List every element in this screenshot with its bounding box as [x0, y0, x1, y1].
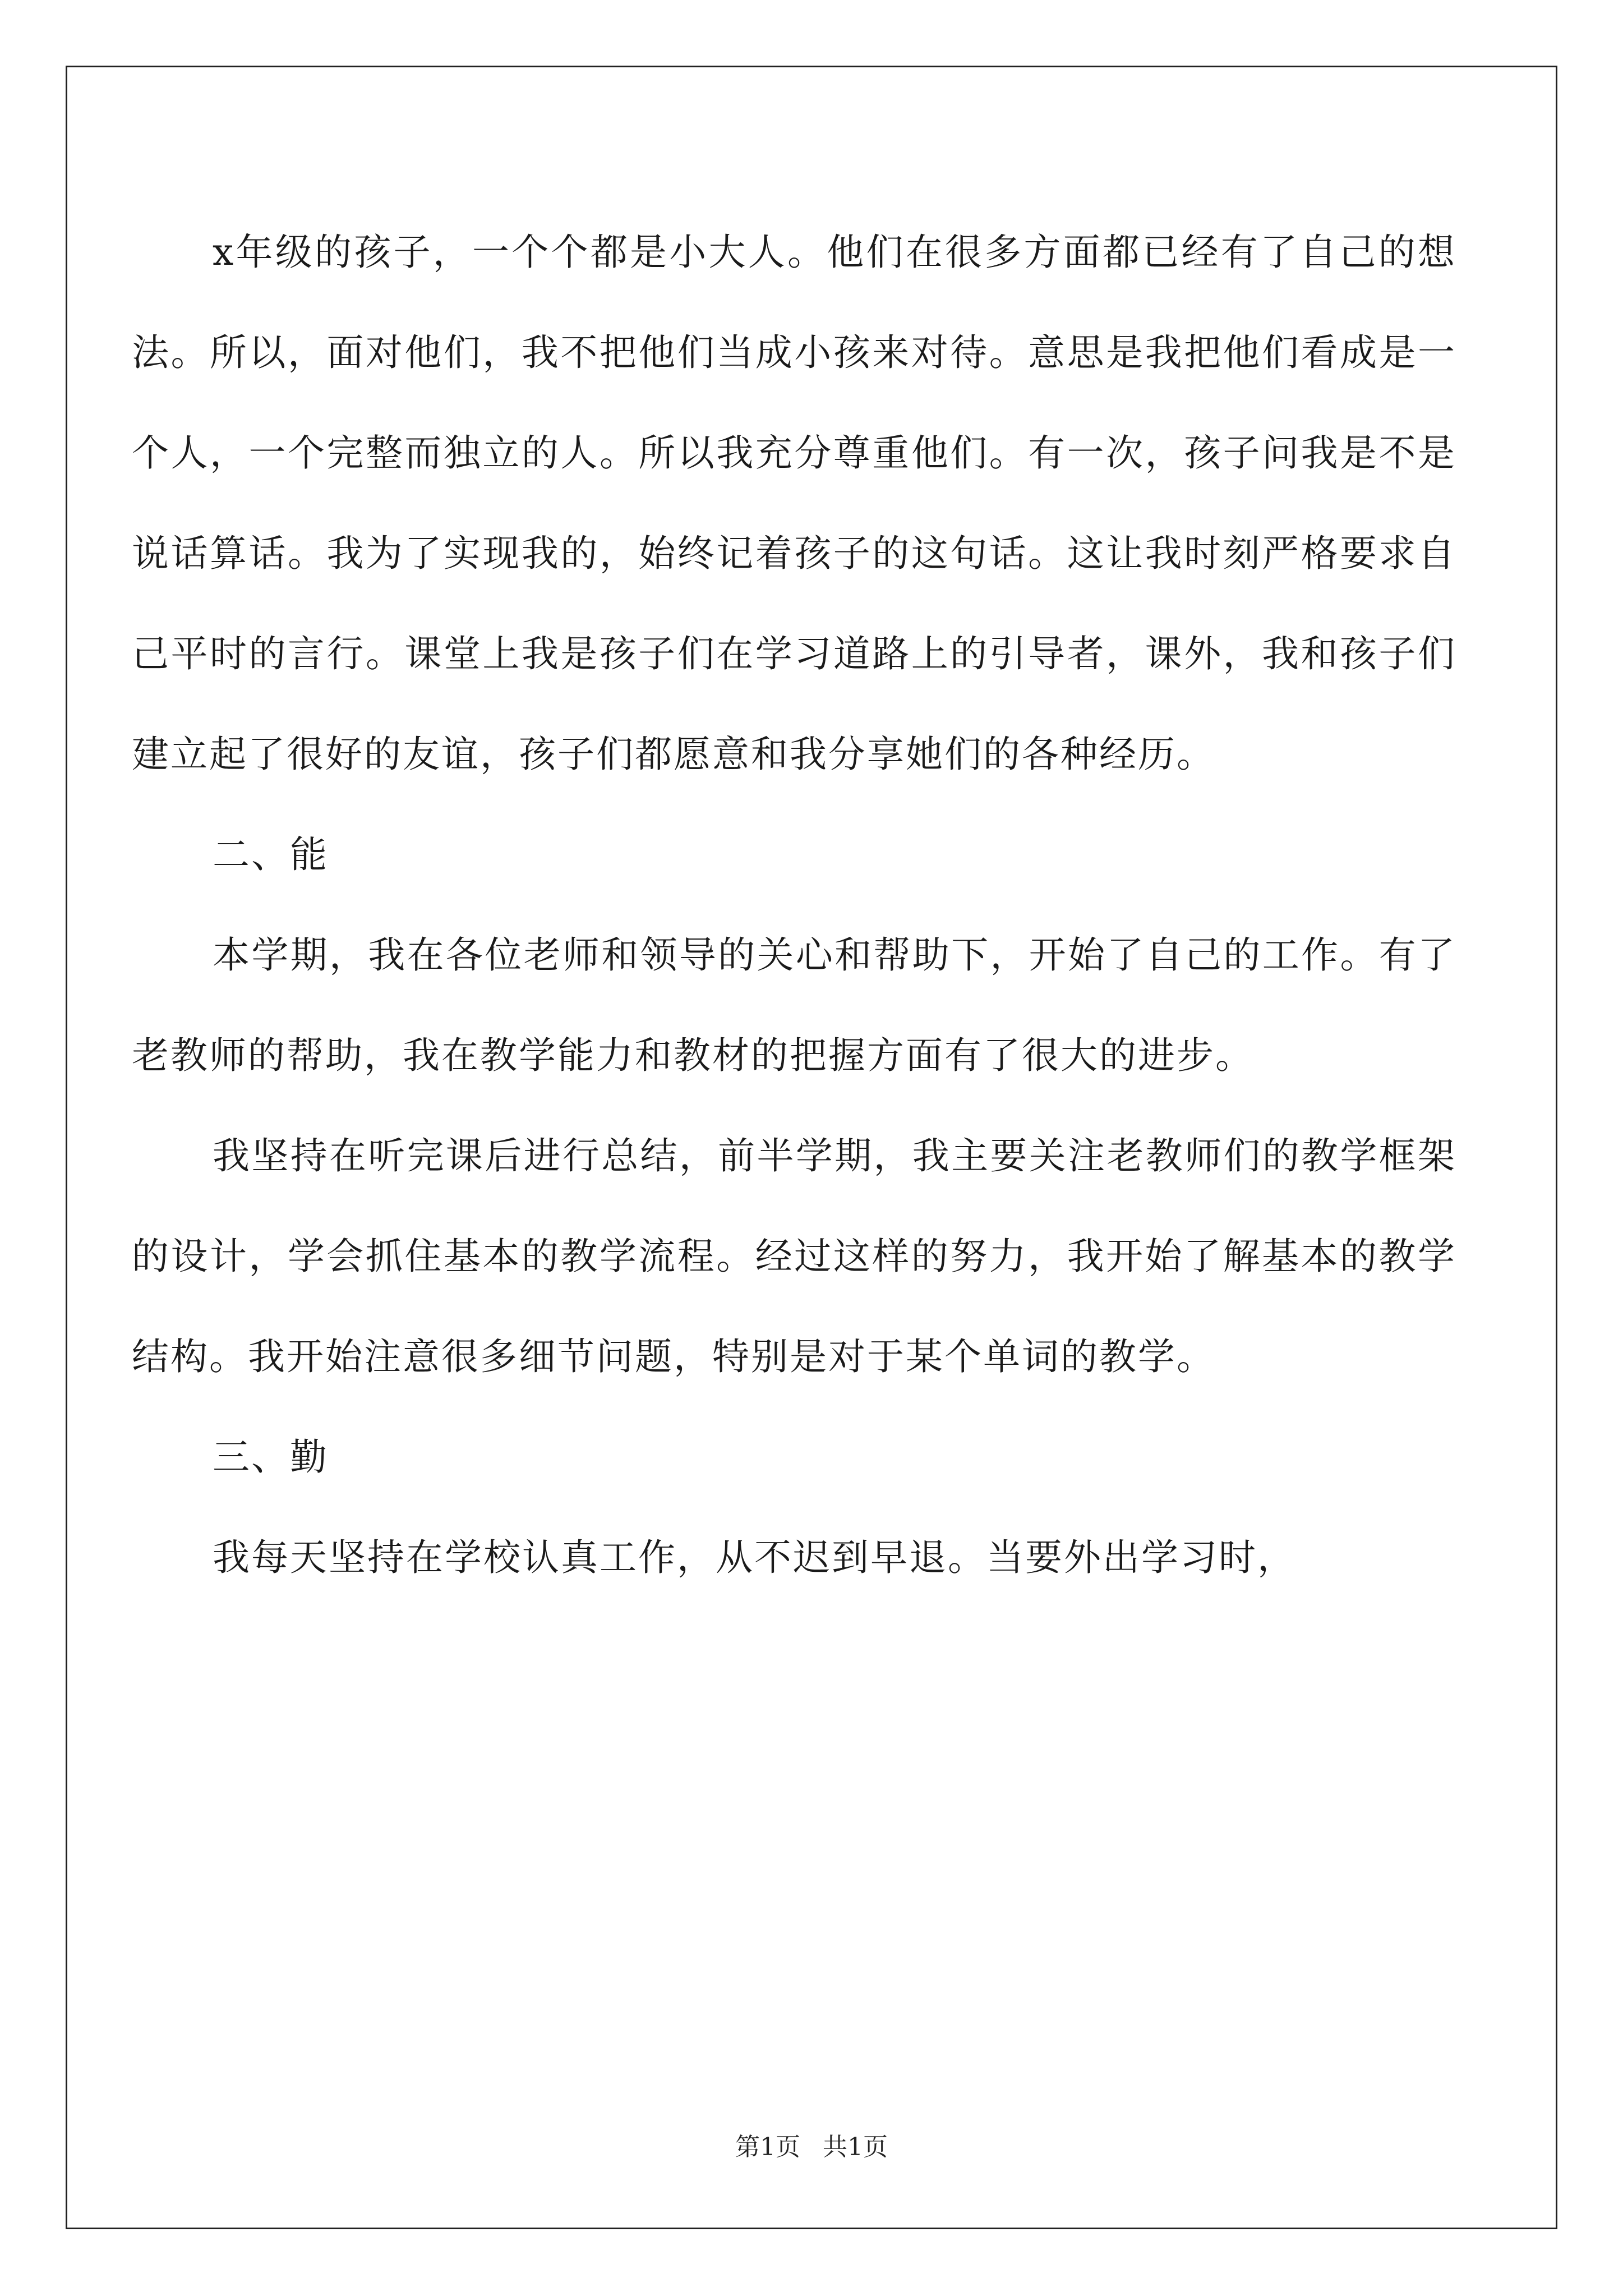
- page-footer: [0, 2131, 1623, 2164]
- section-heading: 三、勤: [213, 1435, 329, 1479]
- page-number: 第1页: [735, 2133, 800, 2161]
- page-total: 共1页: [823, 2133, 888, 2161]
- paragraph: 我坚持在听完课后进行总结，前半学期，我主要关注老教师们的教学框架的设计，学会抓住基本的教学流程。经过这样的努力，我开始了解基本的教学结构。我开始注意很多细节问题，特别是对于某个单词的教学。: [132, 1134, 1456, 1378]
- document-body: [132, 202, 1456, 1608]
- paragraph: 本学期，我在各位老师和领导的关心和帮助下，开始了自己的工作。有了老教师的帮助，我在教学能力和教材的把握方面有了很大的进步。: [132, 933, 1456, 1077]
- paragraph: 我每天坚持在学校认真工作，从不迟到早退。当要外出学习时，: [213, 1536, 1296, 1579]
- paragraph: x年级的孩子，一个个都是小大人。他们在很多方面都已经有了自己的想法。所以，面对他们，我不把他们当成小孩来对待。意思是我把他们看成是一个人，一个完整而独立的人。所以我充分尊重他们。有一次，孩子问我是不是说话算话。我为了实现我的，始终记着孩子的这句话。这让我时刻严格要求自己平时的言行。课堂上我是孩子们在学习道路上的引导者，课外，我和孩子们建立起了很好的友谊，孩子们都愿意和我分享她们的各种经历。: [132, 231, 1456, 776]
- section-heading: 二、能: [213, 833, 329, 876]
